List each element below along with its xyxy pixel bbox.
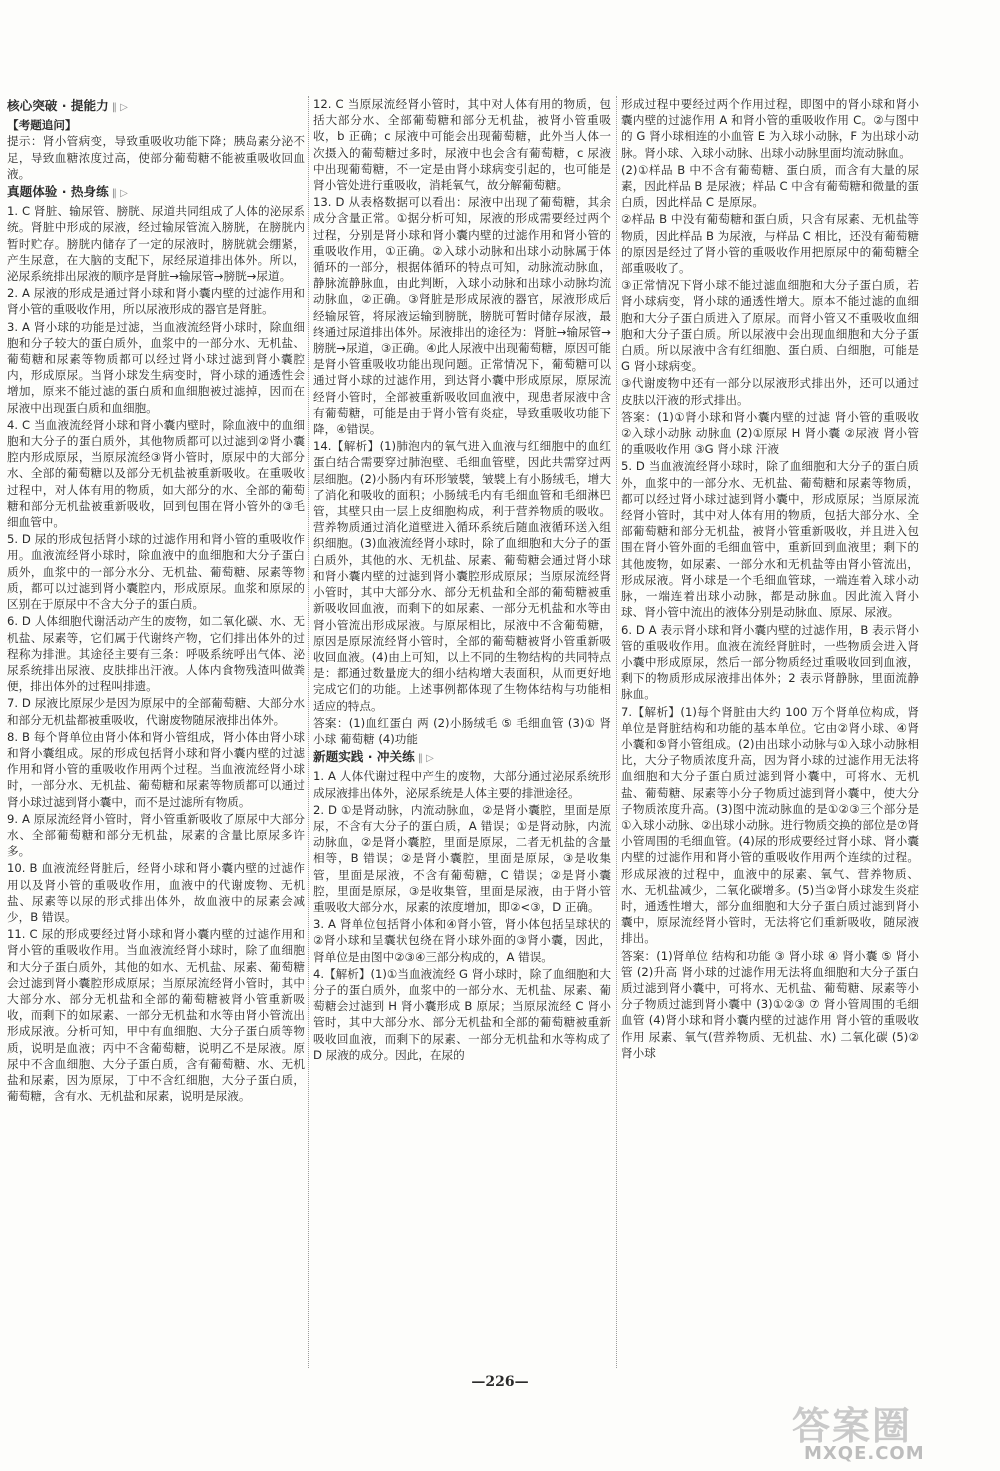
column-divider — [616, 96, 617, 1368]
answer-key: 答案：(1)①肾小球和肾小囊内壁的过滤 肾小管的重吸收 ②入球小动脉 动脉血 (2)①原尿 H 肾小囊 ②尿液 肾小管的重吸收作用 ③G 肾小球 汗液 — [621, 409, 919, 457]
answer-key: 答案：(1)血红蛋白 两 (2)小肠绒毛 ⑤ 毛细血管 (3)① 肾小球 葡萄糖 (4)功能 — [313, 715, 611, 746]
answer-item: 3. A 肾小球的功能是过滤，当血液流经肾小球时，除血细胞和分子较大的蛋白质外，血浆中的一部分水、无机盐、葡萄糖和尿素等物质都可以经过肾小球过滤到肾小囊腔内，形成原尿。当肾小球发生病变时，肾小球的通透性会增加，原来不能过滤的蛋白质和血细胞被过滤掉，因而在尿液中出现蛋白质和血细胞。 — [7, 319, 305, 415]
answer-item: 6. D A 表示肾小球和肾小囊内壁的过滤作用，B 表示肾小管的重吸收作用。血液在流经肾脏时，一些物质会进入肾小囊中形成原尿，然后一部分物质经过重吸收回到血液，剩下的物质形成尿液排出体外；2 表示肾静脉，里面流静脉血。 — [621, 622, 919, 702]
answer-item: 3. A 肾单位包括肾小体和④肾小管，肾小体包括呈球状的②肾小球和呈囊状包绕在肾小球外面的③肾小囊，因此，肾单位是由图中②③④三部分构成的，A 错误。 — [313, 917, 611, 964]
answer-item: 8. B 每个肾单位由肾小体和肾小管组成，肾小体由肾小球和肾小囊组成。尿的形成包括肾小球和肾小囊内壁的过滤作用和肾小管的重吸收作用两个过程。当血液流经肾小球时，一部分水、无机盐、葡萄糖和尿素等物质都可以通过肾小球过滤到肾小囊中，而不是过滤所有物质。 — [7, 729, 305, 809]
answer-item: 13. D 从表格数据可以看出：尿液中出现了葡萄糖，其余成分含量正常。①据分析可知，尿液的形成需要经过两个过程，分别是肾小球和肾小囊内壁的过滤作用和肾小管的重吸收作用，①正确。②入球小动脉和出球小动脉属于体循环的一部分，根据体循环的特点可知，动脉流动脉血，静脉流静脉血，由此判断，入球小动脉和出球小动脉均流动脉血，②正确。③肾脏是形成尿液的器官，尿液形成后经输尿管，将尿液运输到膀胱，膀胱可暂时储存尿液，最终通过尿道排出体外。尿液排出的途径为：肾脏→输尿管→膀胱→尿道，③正确。④此人尿液中出现葡萄糖，原因可能是肾小管重吸收功能出现问题。正常情况下，葡萄糖可以通过肾小球的过滤作用，到达肾小囊中形成原尿，原尿流经肾小管时，全部被重新吸收回血液中，现患者尿液中含有葡萄糖，可能是由于肾小管有炎症，导致重吸收功能下降，④错误。 — [313, 195, 611, 437]
answer-item: 12. C 当原尿流经肾小管时，其中对人体有用的物质，包括大部分水、全部葡萄糖和部分无机盐，被肾小管重吸收，b 正确；c 尿液中可能会出现葡萄糖，此外当人体一次摄入的葡萄糖过多时，尿液中也会含有葡萄糖，c 尿液中出现葡萄糖，不一定是由肾小球病变引起的，也可能是肾小管处进行重吸收，消耗氧气，故分解葡萄糖。 — [313, 97, 611, 193]
tag-question-followup: 【考题追问】 — [7, 118, 77, 133]
tip-text: 提示：肾小管病变，导致重吸收功能下降；胰岛素分泌不足，导致血糖浓度过高，使部分葡萄糖不能被重吸收回血液。 — [7, 134, 305, 181]
answer-item: 7.【解析】(1)每个肾脏由大约 100 万个肾单位构成，肾单位是肾脏结构和功能的基本单位。它由②肾小球、④肾小囊和⑤肾小管组成。(2)由出球小动脉与①入球小动脉相比，大分子物质浓度升高，因为肾小球的过滤作用无法将血细胞和大分子蛋白质过滤到肾小囊中，可将水、无机盐、葡萄糖、尿素等小分子物质过滤到肾小囊中，使大分子物质浓度升高。(3)图中流动脉血的是①②③三个部分是①入球小动脉、②出球小动脉。进行物质交换的部位是⑦肾小管周围的毛细血管。(4)尿的形成要经过肾小球、肾小囊内壁的过滤作用和肾小管的重吸收作用两个连续的过程。形成尿液的过程中，血液中的尿素、氧气、营养物质、水、无机盐减少，二氧化碳增多。(5)当②肾小球发生炎症时，通透性增大，部分血细胞和大分子蛋白质过滤到肾小囊中，原尿流经肾小管时，无法将它们重新吸收，随尿液排出。 — [621, 704, 919, 946]
column-left — [7, 96, 305, 1368]
page-number: —226— — [471, 1374, 529, 1390]
answer-item: 2. D ①是肾动脉，内流动脉血，②是肾小囊腔，里面是原尿，不含有大分子的蛋白质，A 错误；①是肾动脉，内流动脉血，②是肾小囊腔，里面是原尿，二者无机盐的含量相等，B 错误；②是肾小囊腔，里面是原尿，③是收集管，里面是尿液，不含有葡萄糖，C 错误；②是肾小囊腔，里面是原尿，③是收集管，里面是尿液，由于肾小管重吸收大部分水，尿素的浓度增加，即②<③，D 正确。 — [313, 802, 611, 914]
answer-item: 9. A 原尿流经肾小管时，肾小管重新吸收了原尿中大部分水、全部葡萄糖和部分无机盐，尿素的含量比原尿多许多。 — [7, 811, 305, 859]
watermark-logo — [792, 1395, 992, 1467]
answer-item: 形成过程中要经过两个作用过程，即图中的肾小球和肾小囊内壁的过滤作用 A 和肾小管的重吸收作用 C。②与图中的 G 肾小球相连的小血管 E 为入球小动脉，F 为出球小动脉。肾小球、入球小动脉、出球小动脉里面均流动脉血。 — [621, 97, 919, 160]
answer-item: 10. B 血液流经肾脏后，经肾小球和肾小囊内壁的过滤作用以及肾小管的重吸收作用，血液中的代谢废物、无机盐、尿素等以尿的形式排出体外，故血液中的尿素会减少，B 错误。 — [7, 861, 305, 924]
watermark-en: MXQE.COM — [804, 1443, 925, 1464]
answer-item: 5. D 尿的形成包括肾小球的过滤作用和肾小管的重吸收作用。血液流经肾小球时，除血液中的血细胞和大分子蛋白质外，血浆中的一部分水分、无机盐、葡萄糖、尿素等物质，都可以过滤到肾小囊腔内，形成原尿。血浆和原尿的区别在于原尿中不含大分子的蛋白质。 — [7, 532, 305, 612]
answer-item: 1. C 肾脏、输尿管、膀胱、尿道共同组成了人体的泌尿系统。肾脏中形成的尿液，经过输尿管流入膀胱，在膀胱内暂时贮存。膀胱内储存了一定的尿液时，膀胱就会绷紧，产生尿意，在大脑的支配下，尿经尿道排出体外。所以，泌尿系统排出尿液的顺序是肾脏→输尿管→膀胱→尿道。 — [7, 204, 305, 284]
answer-item: 6. D 人体细胞代谢活动产生的废物，如二氧化碳、水、无机盐、尿素等，它们属于代谢终产物，它们排出体外的过程称为排泄。其途径主要有三条：呼吸系统呼出气体、泌尿系统排出尿液、皮肤排出汗液。人体内食物残渣叫做粪便，排出体外的过程叫排遗。 — [7, 614, 305, 694]
answer-item: (2)①样品 B 中不含有葡萄糖、蛋白质，而含有大量的尿素，因此样品 B 是尿液；样品 C 中含有葡萄糖和微量的蛋白质，因此样品 C 是原尿。 — [621, 162, 919, 210]
answer-item: 2. A 尿液的形成是通过肾小球和肾小囊内壁的过滤作用和肾小管的重吸收作用，所以尿液形成的器官是肾脏。 — [7, 286, 305, 317]
answer-item: 11. C 尿的形成要经过肾小球和肾小囊内壁的过滤作用和肾小管的重吸收作用。当血液流经肾小球时，除了血细胞和大分子蛋白质外，其他的如水、无机盐、尿素、葡萄糖会过滤到肾小囊腔形成原尿；当原尿流经肾小管时，其中大部分水、部分无机盐和全部的葡萄糖被肾小管重新吸收，而剩下的如尿素、一部分无机盐和水等由肾小管流出形成尿液。分析可知，甲中有血细胞、大分子蛋白质等物质，说明是血液；丙中不含葡萄糖，说明乙不是尿液。原尿中不含血细胞、大分子蛋白质，含有葡萄糖、水、无机盐和尿素，因为原尿，丁中不含红细胞，大分子蛋白质，葡萄糖，含有水、无机盐和尿素，说明是尿液。 — [7, 927, 305, 1104]
column-divider — [308, 96, 309, 1368]
answer-item: 5. D 当血液流经肾小球时，除了血细胞和大分子的蛋白质外，血浆中的一部分水、无机盐、葡萄糖和尿素等物质，都可以经过肾小球过滤到肾小囊中，形成原尿；当原尿流经肾小管时，其中对人体有用的物质，包括大部分水、全部葡萄糖和部分无机盐，被肾小管重新吸收，并且进入包围在肾小管外面的毛细血管中，重新回到血液里；剩下的其他废物，如尿素、一部分水和无机盐等由肾小管流出，形成尿液。肾小球是一个毛细血管球，一端连着入球小动脉，一端连着出球小动脉，都是动脉血。因此流入肾小球、肾小管中流出的液体分别是动脉血、原尿、尿液。 — [621, 459, 919, 620]
answer-item: 7. D 尿液比原尿少是因为原尿中的全部葡萄糖、大部分水和部分无机盐都被重吸收，代谢废物随尿液排出体外。 — [7, 696, 305, 727]
answer-item: 14.【解析】(1)肺泡内的氧气进入血液与红细胞中的血红蛋白结合需要穿过肺泡壁、毛细血管壁，因此共需穿过两层细胞。(2)小肠内有环形皱襞，皱襞上有小肠绒毛，增大了消化和吸收的面积；小肠绒毛内有毛细血管和毛细淋巴管，其壁只由一层上皮细胞构成，利于营养物质的吸收。营养物质通过消化道壁进入循环系统后随血液循环送入组织细胞。(3)血液流经肾小球时，除了血细胞和大分子的蛋白质外，其他的水、无机盐、尿素、葡萄糖会通过肾小球和肾小囊内壁的过滤到肾小囊腔形成原尿；当原尿流经肾小管时，其中大部分水、部分无机盐和全部的葡萄糖被重新吸收回血液，而剩下的如尿素、一部分无机盐和水等由肾小管流出形成尿液。与原尿相比，尿液中不含葡萄糖，原因是原尿流经肾小管时，全部的葡萄糖被肾小管重新吸收回血液。(4)由上可知，以上不同的生物结构的共同特点是：都通过数量庞大的细小结构增大表面积，从而更好地完成它们的功能。上述事例都体现了生物体结构与功能相适应的特点。 — [313, 439, 611, 713]
column-right — [621, 96, 919, 1368]
answer-item: 4. C 当血液流经肾小球和肾小囊内壁时，除血液中的血细胞和大分子的蛋白质外，其他物质都可以过滤到②肾小囊腔内形成原尿，当原尿流经③肾小管时，原尿中的大部分水、全部的葡萄糖以及部分无机盐被重新吸收。在重吸收过程中，对人体有用的物质，如大部分的水、全部的葡萄糖和部分无机盐被重新吸收，回到包围在肾小管外的③毛细血管中。 — [7, 417, 305, 530]
answer-item: ③正常情况下肾小球不能过滤血细胞和大分子蛋白质，若肾小球病变，肾小球的通透性增大。原本不能过滤的血细胞和大分子蛋白质进入了原尿。而肾小管又不重吸收血细胞和大分子蛋白质。所以尿液中会出现血细胞和大分子蛋白质。所以尿液中含有红细胞、蛋白质、白细胞，可能是 G 肾小球病变。 — [621, 278, 919, 374]
answer-item: 1. A 人体代谢过程中产生的废物，大部分通过泌尿系统形成尿液排出体外，泌尿系统是人体主要的排泄途径。 — [313, 769, 611, 800]
answer-item: 4.【解析】(1)①当血液流经 G 肾小球时，除了血细胞和大分子的蛋白质外，血浆中的一部分水、无机盐、尿素、葡萄糖会过滤到 H 肾小囊形成 B 原尿；当原尿流经 C 肾小管时，其中大部分水、部分无机盐和全部的葡萄糖被重新吸收回血液，而剩下的尿素、一部分无机盐和水等构成了 D 尿液的成分。因此，在尿的 — [313, 966, 611, 1062]
answer-key: 答案：(1)肾单位 结构和功能 ③ 肾小球 ④ 肾小囊 ⑤ 肾小管 (2)升高 肾小球的过滤作用无法将血细胞和大分子蛋白质过滤到肾小囊中，可将水、无机盐、葡萄糖、尿素等小分子物质过滤到肾小囊中 (3)①②③ ⑦ 肾小管周围的毛细血管 (4)肾小球和肾小囊内壁的过滤作用 肾小管的重吸收作用 尿素、氧气(营养物质、无机盐、水) 二氧化碳 (5)② 肾小球 — [621, 948, 919, 1060]
section-title-new-practice: 新题实践 · 冲关练 ‖ ▷ — [313, 749, 611, 767]
answer-item: ③代谢废物中还有一部分以尿液形式排出外，还可以通过皮肤以汗液的形式排出。 — [621, 376, 919, 407]
watermark-cn: 答案圈 — [792, 1404, 913, 1448]
answer-item: ②样品 B 中没有葡萄糖和蛋白质，只含有尿素、无机盐等物质，因此样品 B 为尿液，与样品 C 相比，还没有葡萄糖的原因是经过了肾小管的重吸收作用把原尿中的葡萄糖全部重吸收了。 — [621, 212, 919, 276]
section-title-real-exam: 真题体验 · 热身练 ‖ ▷ — [7, 184, 305, 202]
section-title-core: 核心突破 · 提能力 ‖ ▷ — [7, 98, 305, 116]
column-middle — [313, 96, 611, 1368]
